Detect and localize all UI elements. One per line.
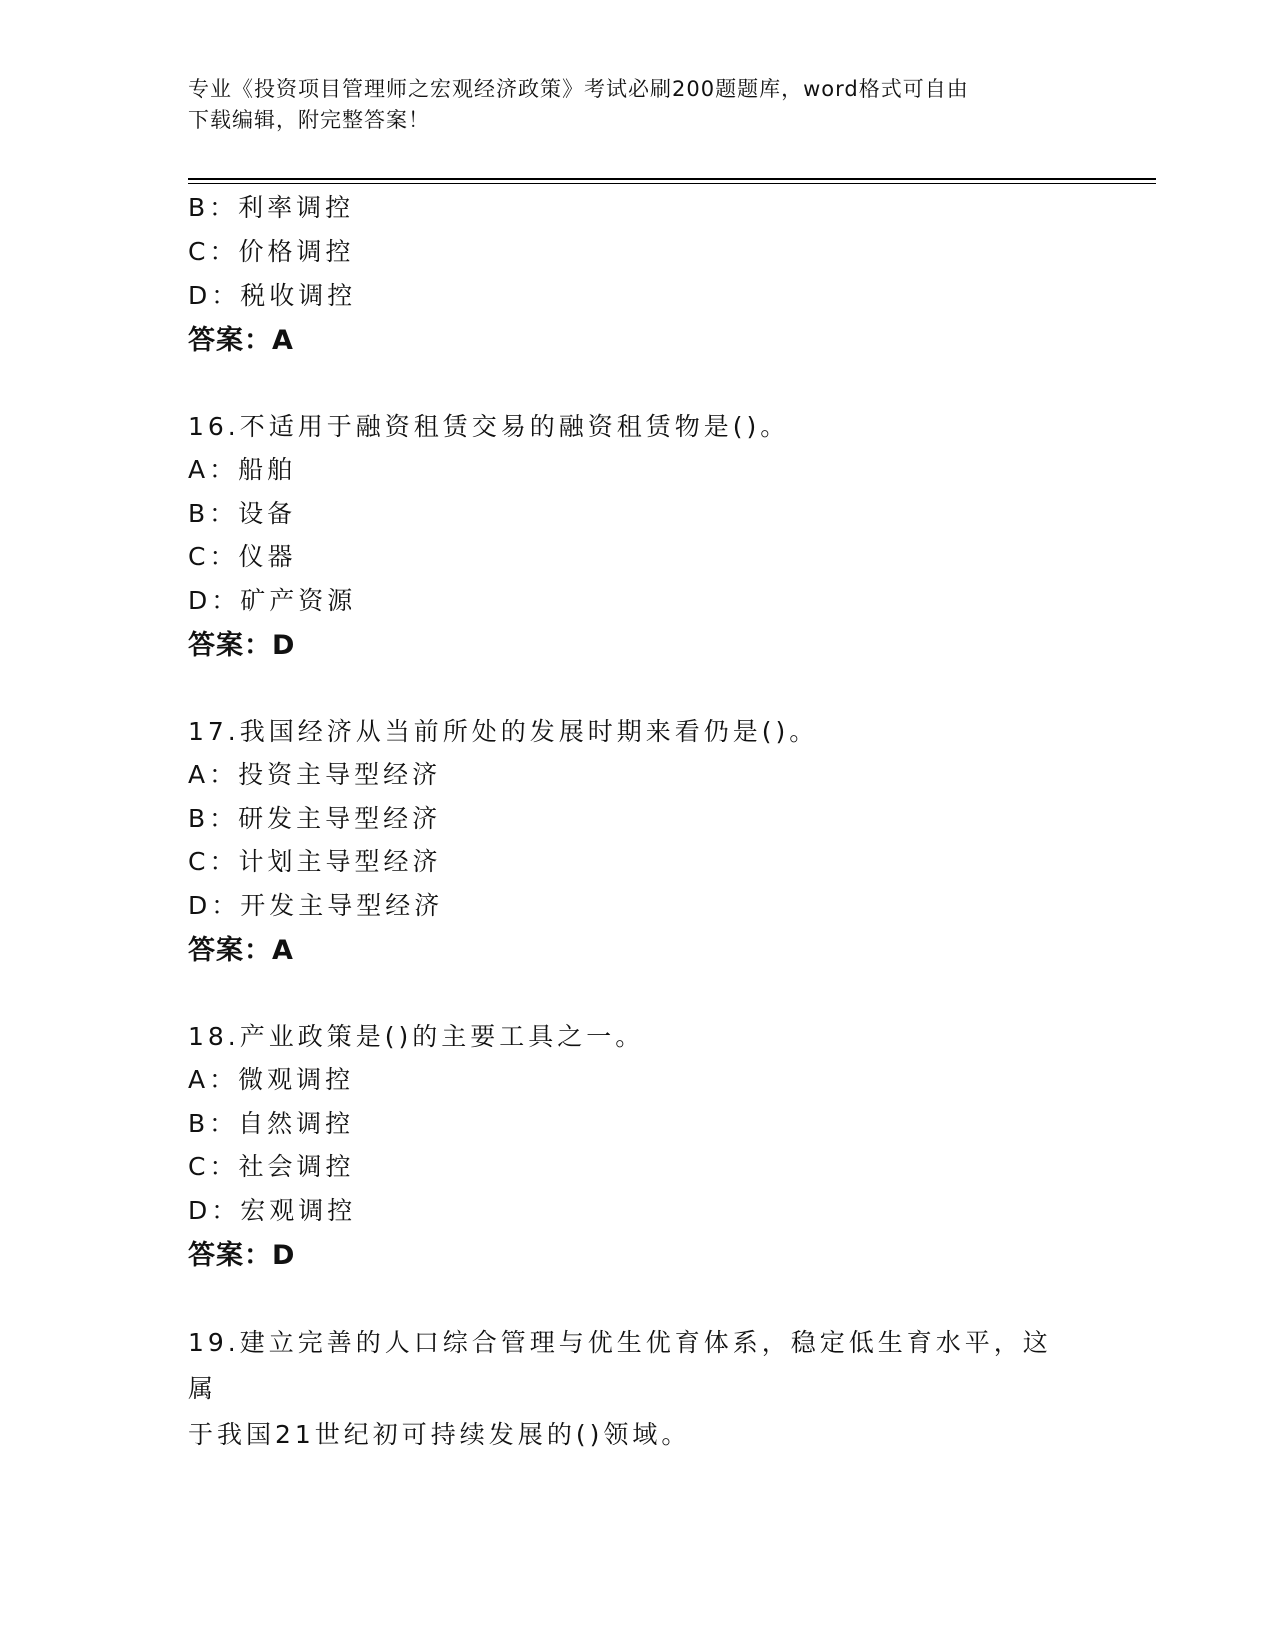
q15-option-d: D：税收调控 [188,281,357,310]
q15-option-c: C：价格调控 [188,237,355,266]
q18-option-d: D：宏观调控 [188,1196,357,1225]
header-line-2: 下载编辑，附完整答案！ [188,108,430,132]
q19-question-line-1: 19.建立完善的人口综合管理与优生优育体系，稳定低生育水平，这属 [188,1328,1052,1403]
q18-option-c: C：社会调控 [188,1152,355,1181]
q18-option-b: B：自然调控 [188,1109,355,1138]
q17-option-a: A：投资主导型经济 [188,760,442,789]
q16-question: 16.不适用于融资租赁交易的融资租赁物是()。 [188,412,790,441]
document-header [188,74,1088,136]
q15-answer: 答案：A [188,325,294,356]
q18-question: 18.产业政策是()的主要工具之一。 [188,1022,645,1051]
header-rule-bottom [188,183,1156,184]
q18-answer: 答案：D [188,1240,296,1271]
q16-option-c: C：仪器 [188,542,297,571]
q16-option-a: A：船舶 [188,455,297,484]
q17-option-d: D：开发主导型经济 [188,891,444,920]
q17-option-c: C：计划主导型经济 [188,847,442,876]
q17-answer: 答案：A [188,935,294,966]
header-rule-top [188,178,1156,180]
q16-option-d: D：矿产资源 [188,586,357,615]
q16-option-b: B：设备 [188,499,297,528]
header-line-1: 专业《投资项目管理师之宏观经济政策》考试必刷200题题库，word格式可自由 [188,77,969,101]
q17-question: 17.我国经济从当前所处的发展时期来看仍是()。 [188,717,819,746]
q19-question-line-2: 于我国21世纪初可持续发展的()领域。 [188,1420,691,1449]
q17-option-b: B：研发主导型经济 [188,804,442,833]
q16-answer: 答案：D [188,630,296,661]
q18-option-a: A：微观调控 [188,1065,355,1094]
q15-option-b: B：利率调控 [188,193,355,222]
q19-question [188,1320,1078,1458]
